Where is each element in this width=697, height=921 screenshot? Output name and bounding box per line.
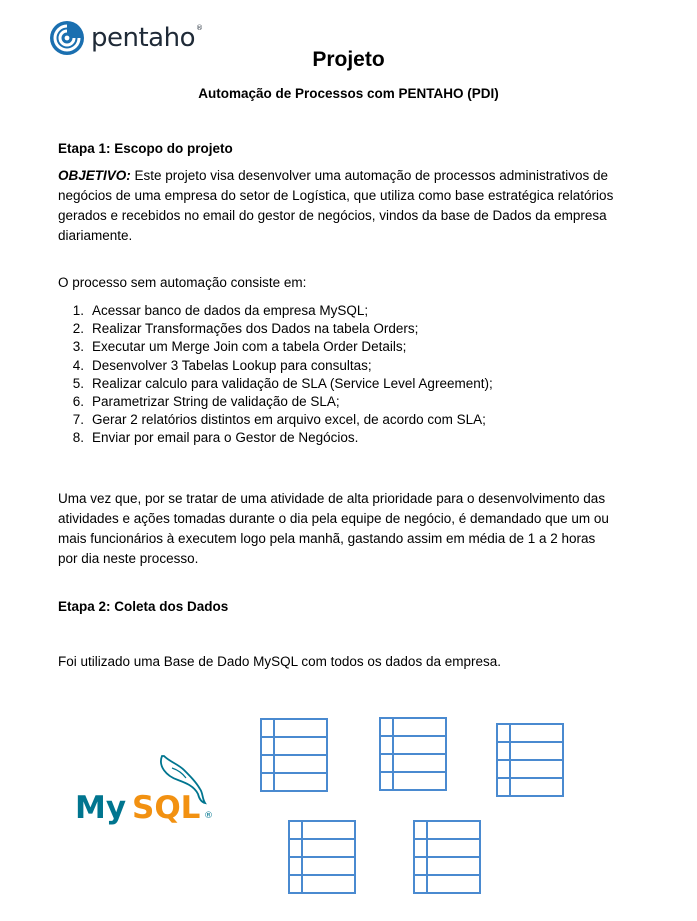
table-icon [414, 821, 480, 893]
mysql-sql-text: SQL [132, 790, 201, 826]
list-item: 2. Realizar Transformações dos Dados na tabela Orders; [72, 321, 419, 337]
objective-text: Este projeto visa desenvolver uma automação de processos administrativos de negócios de uma empresa do setor de Logística, que utiliza como base estratégica relatórios gerados e recebidos no email do gestor de negócios, vindos da base de Dados da empresa diariamente. [58, 168, 614, 243]
list-item: 6. Parametrizar String de validação de SLA; [72, 393, 340, 409]
list-item: 4. Desenvolver 3 Tabelas Lookup para consultas; [72, 357, 372, 373]
table-icon [289, 821, 355, 893]
table-icon [497, 724, 563, 796]
list-item: 8. Enviar por email para o Gestor de Negócios. [72, 430, 359, 446]
objective-label: OBJETIVO: [58, 168, 131, 183]
table-icon [261, 719, 327, 791]
page-subtitle: Automação de Processos com PENTAHO (PDI) [198, 86, 499, 101]
objective-paragraph [58, 166, 618, 246]
process-intro: O processo sem automação consiste em: [58, 275, 307, 290]
mysql-my-text: My [75, 790, 127, 826]
list-item: 3. Executar um Merge Join com a tabela Order Details; [72, 339, 407, 355]
mysql-reg-mark: ® [204, 811, 213, 821]
pentaho-wordmark: pentaho® [91, 23, 203, 53]
page-title: Projeto [312, 48, 385, 71]
mysql-logo [75, 756, 213, 826]
etapa2-text: Foi utilizado uma Base de Dado MySQL com todos os dados da empresa. [58, 654, 501, 669]
table-icon [380, 718, 446, 790]
etapa1-heading: Etapa 1: Escopo do projeto [58, 141, 233, 156]
priority-paragraph: Uma vez que, por se tratar de uma atividade de alta prioridade para o desenvolvimento das atividades e ações tomadas durante o dia pela equipe de negócio, é demandado que um ou mais funcionários à executem logo pela manhã, gastando assim em média de 1 a 2 horas por dia neste processo. [58, 491, 609, 566]
etapa2-heading: Etapa 2: Coleta dos Dados [58, 599, 229, 614]
process-steps-list [58, 302, 618, 448]
list-item: 7. Gerar 2 relatórios distintos em arquivo excel, de acordo com SLA; [72, 412, 486, 428]
list-item: 5. Realizar calculo para validação de SLA (Service Level Agreement); [72, 375, 493, 391]
list-item: 1. Acessar banco de dados da empresa MySQL; [72, 303, 369, 318]
database-diagram [0, 690, 697, 921]
